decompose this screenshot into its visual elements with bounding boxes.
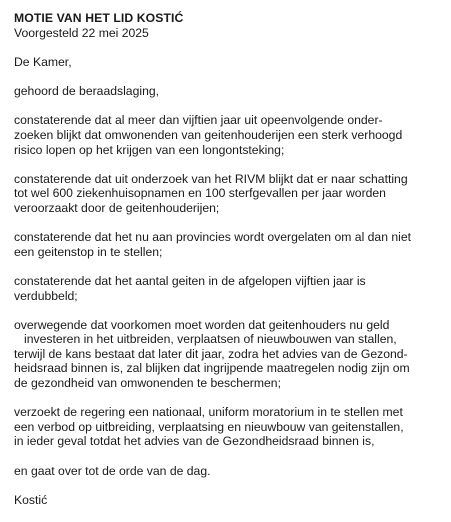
signature: [14, 493, 444, 508]
weighing-line: heidsraad binnen is, zal blijken dat ingrijpende maatregelen nodig zijn om: [14, 361, 410, 376]
consideration-line: risico lopen op het krijgen van een longontsteking;: [14, 142, 285, 157]
request-line: in ieder geval totdat het advies van de Gezondheidsraad binnen is,: [14, 434, 375, 449]
weighing-line: de gezondheid van omwonenden te beschermen;: [14, 376, 281, 391]
salutation: [14, 55, 444, 70]
consideration-line: verdubbeld;: [14, 288, 78, 303]
closing-text: en gaat over tot de orde van de dag.: [14, 463, 211, 478]
consideration-line: zoeken blijkt dat omwonenden van geitenhouderijen een sterk verhoogd: [14, 127, 403, 142]
salutation-text: De Kamer,: [14, 55, 72, 69]
heard-clause: [14, 84, 444, 99]
consideration-line: een geitenstop in te stellen;: [14, 244, 163, 259]
request-line: een verbod op uitbreiding, verplaatsing en nieuwbouw van geitenstallen,: [14, 419, 404, 434]
motion-date: Voorgesteld 22 mei 2025: [14, 26, 149, 40]
weighing-line: overwegende dat voorkomen moet worden dat geitenhouders nu geld: [14, 317, 390, 332]
closing-clause: [14, 464, 444, 479]
request-line: verzoekt de regering een nationaal, uniform moratorium in te stellen met: [14, 405, 403, 420]
weighing-line: terwijl de kans bestaat dat later dit jaar, zodra het advies van de Gezond-: [14, 346, 408, 361]
weighing-line: investeren in het uitbreiden, verplaatsen of nieuwbouwen van stallen,: [24, 332, 397, 347]
consideration-line: constaterende dat al meer dan vijftien jaar uit opeenvolgende onder-: [14, 113, 383, 128]
consideration-3: [14, 230, 444, 259]
heard-text: gehoord de beraadslaging,: [14, 84, 160, 99]
consideration-1: [14, 113, 444, 157]
consideration-line: veroorzaakt door de geitenhouderijen;: [14, 200, 220, 215]
consideration-4: [14, 274, 444, 303]
signature-text: Kostić: [14, 492, 48, 507]
consideration-line: tot wel 600 ziekenhuisopnamen en 100 sterfgevallen per jaar worden: [14, 186, 386, 201]
consideration-line: constaterende dat het aantal geiten in de afgelopen vijftien jaar is: [14, 273, 366, 288]
request-clause: [14, 405, 444, 449]
consideration-line: constaterende dat uit onderzoek van het RIVM blijkt dat er naar schatting: [14, 171, 408, 186]
motion-document: [14, 11, 444, 522]
motion-title: MOTIE VAN HET LID KOSTIĆ: [14, 11, 184, 25]
weighing-clause: [14, 318, 444, 391]
consideration-2: [14, 172, 444, 216]
consideration-line: constaterende dat het nu aan provincies wordt overgelaten om al dan niet: [14, 230, 412, 245]
